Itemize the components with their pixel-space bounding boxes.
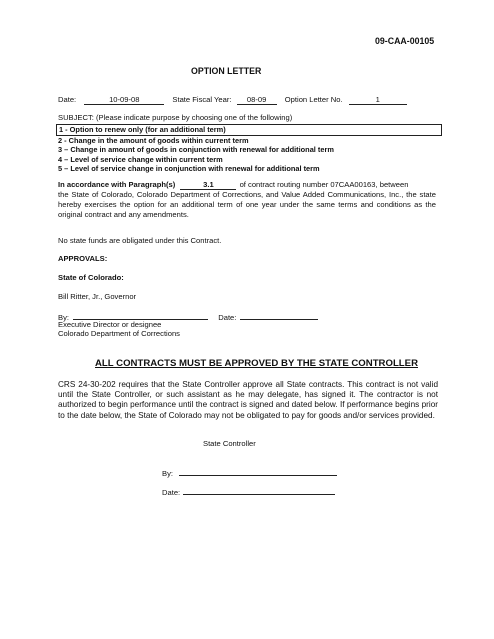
signature-date-label: Date:: [218, 313, 237, 322]
option-letter-no-value: 1: [349, 95, 407, 105]
controller-date-line: [162, 486, 335, 497]
option-item-3: 3 – Change in amount of goods in conjunction with renewal for additional term: [58, 145, 334, 154]
accordance-lead: In accordance with Paragraph(s): [58, 180, 176, 189]
controller-date-field[interactable]: [183, 486, 335, 495]
option-item-4: 4 – Level of service change within current term: [58, 154, 223, 164]
fiscal-year-value: 08-09: [237, 95, 277, 105]
page-title: OPTION LETTER: [191, 66, 262, 76]
accordance-line-1: [58, 180, 408, 190]
paragraph-number: 3.1: [180, 180, 236, 190]
signer-title-2: Colorado Department of Corrections: [58, 329, 180, 338]
controller-by-line: [162, 467, 337, 478]
date-label: Date:: [58, 95, 77, 104]
option-letter-no-label: Option Letter No.: [284, 95, 343, 104]
signature-by-label: By:: [58, 313, 69, 322]
funds-note: No state funds are obligated under this Contract.: [58, 236, 222, 245]
option-item-2: 2 - Change in the amount of goods within current term: [58, 135, 249, 145]
document-number: 09-CAA-00105: [375, 36, 435, 46]
option-item-5: 5 – Level of service change in conjunction with renewal for additional term: [58, 164, 320, 173]
state-controller-label: State Controller: [203, 439, 256, 448]
signature-by-field[interactable]: [73, 311, 208, 320]
controller-date-label: Date:: [162, 488, 181, 497]
options-list: [56, 124, 442, 174]
signer-title-1: Executive Director or designee: [58, 320, 162, 329]
accordance-body: the State of Colorado, Colorado Department of Corrections, and Value Added Communications, Inc., the state hereby exercises the option for an additional term of one year under the same terms and conditions as the original contract and any amendments.: [58, 190, 436, 219]
date-value: 10-09-08: [84, 95, 164, 105]
accordance-line1-rest: of contract routing number 07CAA00163, between: [239, 180, 409, 189]
subject-label: SUBJECT: (Please indicate purpose by choosing one of the following): [58, 113, 293, 122]
controller-text: CRS 24-30-202 requires that the State Controller approve all State contracts. This contract is not valid until the State Controller, or such assistant as he may delegate, has signed it. The contractor is not authorized to begin performance until the contract is signed and dated below. If performance begins prior to the date below, the State of Colorado may not be obligated to pay for goods and/or services provided.: [58, 380, 438, 420]
fiscal-year-label: State Fiscal Year:: [172, 95, 232, 104]
controller-by-field[interactable]: [179, 467, 337, 476]
header-line: [58, 95, 407, 105]
governor-name: Bill Ritter, Jr., Governor: [58, 292, 137, 301]
state-label: State of Colorado:: [58, 273, 124, 282]
controller-by-label: By:: [162, 469, 173, 478]
signature-date-field[interactable]: [240, 311, 318, 320]
approvals-label: APPROVALS:: [58, 254, 108, 263]
option-item-1: 1 - Option to renew only (for an additional term): [56, 124, 442, 136]
controller-heading: ALL CONTRACTS MUST BE APPROVED BY THE STATE CONTROLLER: [95, 358, 418, 369]
